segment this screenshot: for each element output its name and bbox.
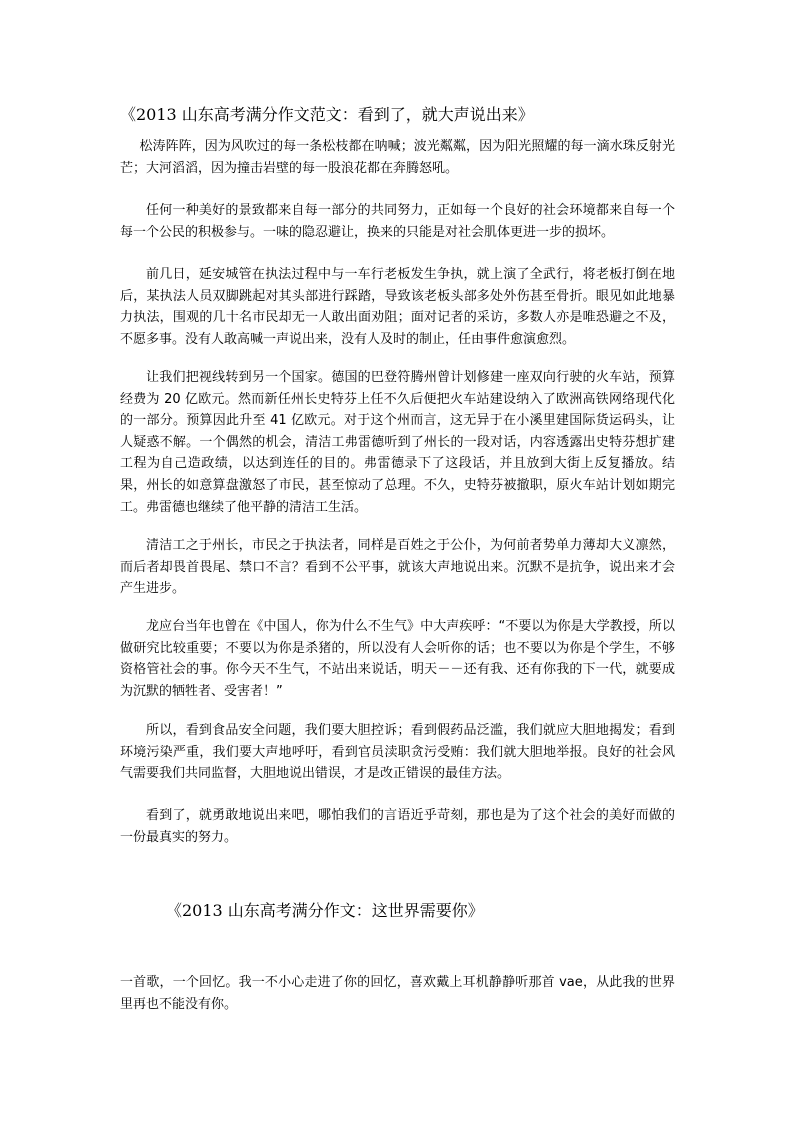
paragraph-2: 任何一种美好的景致都来自每一部分的共同努力，正如每一个良好的社会环境都来自每一个每一个公民的积极参与。一味的隐忍避让，换来的只能是对社会肌体更进一步的损坏。 [120,203,675,240]
essay-title-1: 《2013 山东高考满分作文范文：看到了，就大声说出来》 [120,105,534,124]
paragraph-1: 松涛阵阵，因为风吹过的每一条松枝都在呐喊；波光粼粼，因为阳光照耀的每一滴水珠反射光芒；大河滔滔，因为撞击岩壁的每一股浪花都在奔腾怒吼。 [120,139,675,176]
paragraph-6: 龙应台当年也曾在《中国人，你为什么不生气》中大声疾呼：“不要以为你是大学教授，所以做研究比较重要；不要以为你是杀猪的，所以没有人会听你的话；也不要以为你是个学生，不够资格管社会的事。你今天不生气，不站出来说话，明天－－还有我、还有你我的下一代，就要成为沉默的牺牲者、受害者！” [120,619,675,699]
paragraph-8: 看到了，就勇敢地说出来吧，哪怕我们的言语近乎苛刻，那也是为了这个社会的美好而做的一份最真实的努力。 [120,808,675,845]
paragraph-4: 让我们把视线转到另一个国家。德国的巴登符腾州曾计划修建一座双向行驶的火车站，预算经费为 20 亿欧元。然而新任州长史特芬上任不久后便把火车站建设纳入了欧洲高铁网络现代化的一部分。预算因此升至 41 亿欧元。对于这个州而言，这无异于在小溪里建国际货运码头，让人疑惑不解。一个偶然的机会，清洁工弗雷德听到了州长的一段对话，内容透露出史特芬想扩建工程为自己造政绩，以达到连任的目的。弗雷德录下了这段话，并且放到大街上反复播放。结果，州长的如意算盘激怒了市民，甚至惊动了总理。不久，史特芬被撤职，原火车站计划如期完工。弗雷德也继续了他平静的清洁工生活。 [120,370,675,515]
paragraph-9: 一首歌，一个回忆。我一不小心走进了你的回忆，喜欢戴上耳机静静听那首 vae，从此我的世界里再也不能没有你。 [120,975,675,1012]
paragraph-5: 清洁工之于州长，市民之于执法者，同样是百姓之于公仆，为何前者势单力薄却大义凛然，而后者却畏首畏尾、禁口不言？看到不公平事，就该大声地说出来。沉默不是抗争，说出来才会产生进步。 [120,538,675,597]
paragraph-7: 所以，看到食品安全问题，我们要大胆控诉；看到假药品泛滥，我们就应大胆地揭发；看到环境污染严重，我们要大声地呼吁，看到官员渎职贪污受贿：我们就大胆地举报。良好的社会风气需要我们共同监督，大胆地说出错误，才是改正错误的最佳方法。 [120,723,675,782]
paragraph-3: 前几日，延安城管在执法过程中与一车行老板发生争执，就上演了全武行，将老板打倒在地后，某执法人员双脚跳起对其头部进行踩踏，导致该老板头部多处外伤甚至骨折。眼见如此地暴力执法，围观的几十名市民却无一人敢出面劝阻；面对记者的采访，多数人亦是唯恐避之不及，不愿多事。没有人敢高喊一声说出来，没有人及时的制止，任由事件愈演愈烈。 [120,267,675,347]
essay-title-2: 《2013 山东高考满分作文：这世界需要你》 [166,901,484,920]
